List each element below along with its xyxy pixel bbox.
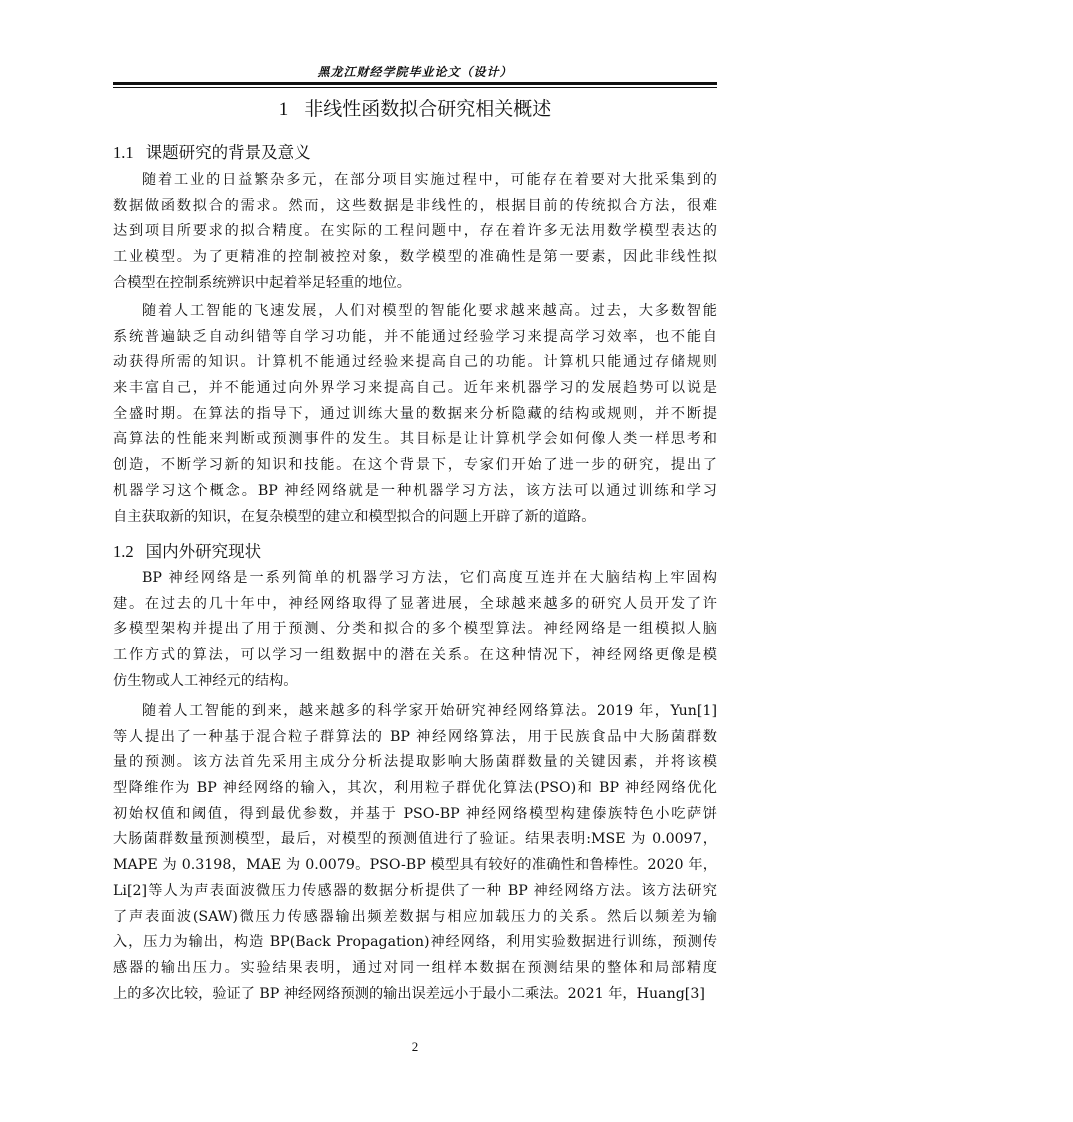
text-line: 量的预测。该方法首先采用主成分分析法提取影响大肠菌群数量的关键因素，并将该模 bbox=[113, 754, 717, 771]
text-line: 动获得所需的知识。计算机不能通过经验来提高自己的功能。计算机只能通过存储规则 bbox=[113, 354, 717, 371]
text-line: 来丰富自己，并不能通过向外界学习来提高自己。近年来机器学习的发展趋势可以说是 bbox=[113, 380, 717, 397]
section-title-text: 课题研究的背景及意义 bbox=[145, 143, 311, 162]
text-line: 达到项目所要求的拟合精度。在实际的工程问题中，存在着许多无法用数学模型表达的 bbox=[113, 223, 717, 240]
section-heading-1-2 bbox=[113, 540, 717, 564]
text-line: 工作方式的算法，可以学习一组数据中的潜在关系。在这种情况下，神经网络更像是模 bbox=[113, 647, 717, 664]
header-rule-thick bbox=[113, 82, 717, 85]
text-line: 入，压力为输出，构造 BP(Back Propagation)神经网络，利用实验数据进行训练，预测传 bbox=[113, 934, 717, 951]
text-line: 随着人工智能的飞速发展，人们对模型的智能化要求越来越高。过去，大多数智能 bbox=[142, 303, 717, 319]
text-line: 上的多次比较，验证了 BP 神经网络预测的输出误差远小于最小二乘法。2021 年，Huang[3] bbox=[113, 985, 705, 1002]
section-heading-1-1 bbox=[113, 141, 717, 165]
text-line: Li[2]等人为声表面波微压力传感器的数据分析提供了一种 BP 神经网络方法。该方法研究 bbox=[113, 882, 717, 899]
text-line: 建。在过去的几十年中，神经网络取得了显著进展，全球越来越多的研究人员开发了许 bbox=[113, 595, 717, 612]
text-line: BP 神经网络是一系列简单的机器学习方法，它们高度互连并在大脑结构上牢固构 bbox=[142, 570, 717, 586]
text-line: 合模型在控制系统辨识中起着举足轻重的地位。 bbox=[113, 274, 411, 291]
section-1-2-paragraph-1 bbox=[113, 566, 717, 694]
chapter-number: 1 bbox=[278, 99, 289, 120]
header-rule-thin bbox=[113, 87, 717, 88]
text-line: 等人提出了一种基于混合粒子群算法的 BP 神经网络算法，用于民族食品中大肠菌群数 bbox=[113, 728, 717, 745]
section-1-2-paragraph-2 bbox=[113, 699, 717, 1007]
section-1-1-paragraph-2 bbox=[113, 299, 717, 530]
text-line: 系统普遍缺乏自动纠错等自学习功能，并不能通过经验学习来提高学习效率，也不能自 bbox=[113, 328, 717, 345]
text-line: 多模型架构并提出了用于预测、分类和拟合的多个模型算法。神经网络是一组模拟人脑 bbox=[113, 621, 717, 638]
text-line: 机器学习这个概念。BP 神经网络就是一种机器学习方法，该方法可以通过训练和学习 bbox=[113, 482, 717, 499]
text-line: 创造，不断学习新的知识和技能。在这个背景下，专家们开始了进一步的研究，提出了 bbox=[113, 457, 717, 474]
text-line: 型降维作为 BP 神经网络的输入，其次，利用粒子群优化算法(PSO)和 BP 神经网络优化 bbox=[113, 780, 717, 797]
chapter-title-text: 非线性函数拟合研究相关概述 bbox=[304, 98, 552, 120]
section-title-text: 国内外研究现状 bbox=[145, 542, 262, 561]
text-line: 全盛时期。在算法的指导下，通过训练大量的数据来分析隐藏的结构或规则，并不断提 bbox=[113, 405, 717, 422]
text-line: 数据做函数拟合的需求。然而，这些数据是非线性的，根据目前的传统拟合方法，很难 bbox=[113, 197, 717, 214]
running-header: 黑龙江财经学院毕业论文（设计） bbox=[317, 65, 513, 79]
text-line: MAPE 为 0.3198，MAE 为 0.0079。PSO-BP 模型具有较好的准确性和鲁棒性。2020 年， bbox=[113, 857, 717, 874]
text-line: 了声表面波(SAW)微压力传感器输出频差数据与相应加载压力的关系。然后以频差为输 bbox=[113, 908, 717, 925]
text-line: 大肠菌群数量预测模型，最后，对模型的预测值进行了验证。结果表明:MSE 为 0.0097， bbox=[113, 831, 717, 848]
text-line: 自主获取新的知识，在复杂模型的建立和模型拟合的问题上开辟了新的道路。 bbox=[113, 508, 596, 525]
section-1-1-paragraph-1 bbox=[113, 168, 717, 296]
section-number: 1.1 bbox=[113, 143, 134, 162]
page-number: 2 bbox=[411, 1039, 419, 1054]
text-line: 随着工业的日益繁杂多元，在部分项目实施过程中，可能存在着要对大批采集到的 bbox=[142, 172, 717, 188]
text-line: 工业模型。为了更精准的控制被控对象，数学模型的准确性是第一要素，因此非线性拟 bbox=[113, 249, 717, 266]
text-line: 初始权值和阈值，得到最优参数，并基于 PSO-BP 神经网络模型构建傣族特色小吃萨饼 bbox=[113, 805, 717, 822]
text-line: 高算法的性能来判断或预测事件的发生。其目标是让计算机学会如何像人类一样思考和 bbox=[113, 431, 717, 448]
text-line: 感器的输出压力。实验结果表明，通过对同一组样本数据在预测结果的整体和局部精度 bbox=[113, 959, 717, 976]
chapter-title bbox=[113, 95, 717, 124]
section-number: 1.2 bbox=[113, 542, 134, 561]
text-line: 随着人工智能的到来，越来越多的科学家开始研究神经网络算法。2019 年，Yun[1] bbox=[142, 703, 717, 719]
text-line: 仿生物或人工神经元的结构。 bbox=[113, 672, 298, 689]
